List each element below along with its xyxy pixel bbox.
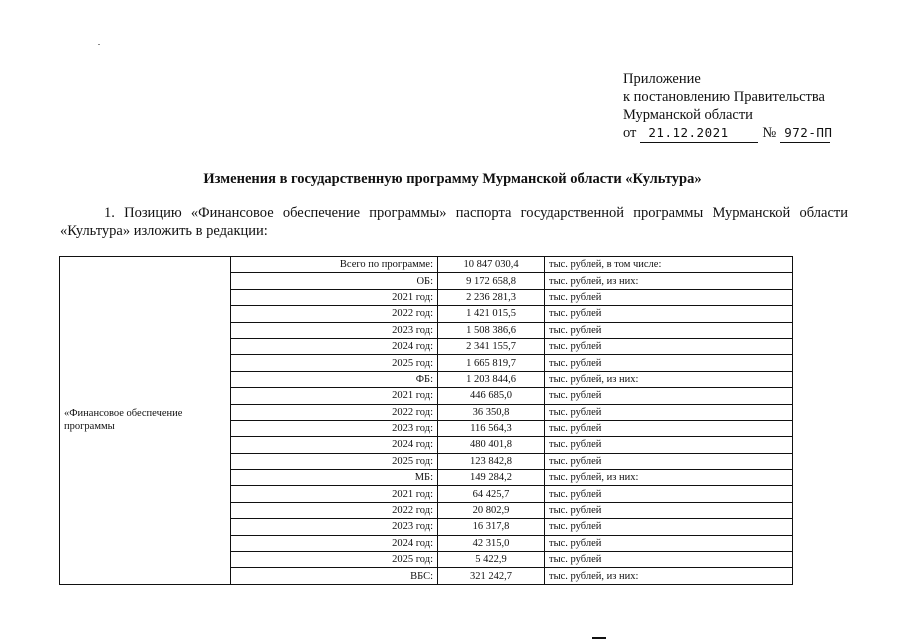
category-cell: 2024 год: [231,535,438,551]
unit-cell: тыс. рублей, в том числе: [545,257,793,273]
amount-cell: 10 847 030,4 [438,257,545,273]
unit-cell: тыс. рублей [545,322,793,338]
category-cell: 2024 год: [231,437,438,453]
table-row [60,257,793,273]
category-cell: МБ: [231,470,438,486]
amount-cell: 123 842,8 [438,453,545,469]
unit-cell: тыс. рублей [545,355,793,371]
unit-cell: тыс. рублей [545,552,793,568]
appendix-line-2: к постановлению Правительства [623,89,825,105]
page-edge-mark [592,637,606,639]
unit-cell: тыс. рублей, из них: [545,371,793,387]
unit-cell: тыс. рублей [545,437,793,453]
scan-speck [98,44,100,45]
amount-cell: 5 422,9 [438,552,545,568]
amount-cell: 321 242,7 [438,568,545,584]
date-prefix: от [623,125,637,141]
category-cell: Всего по программе: [231,257,438,273]
category-cell: 2022 год: [231,306,438,322]
decree-date: 21.12.2021 [640,124,758,143]
category-cell: 2021 год: [231,388,438,404]
unit-cell: тыс. рублей [545,519,793,535]
category-cell: 2025 год: [231,355,438,371]
instruction-paragraph: 1. Позицию «Финансовое обеспечение программы» паспорта государственной программы Мурманской области «Культура» изложить в редакции: [60,205,848,239]
unit-cell: тыс. рублей [545,289,793,305]
decree-number: 972-ПП [780,124,830,143]
unit-cell: тыс. рублей [545,535,793,551]
category-cell: 2022 год: [231,502,438,518]
unit-cell: тыс. рублей [545,306,793,322]
appendix-line-3: Мурманской области [623,107,753,123]
appendix-line-1: Приложение [623,71,701,87]
unit-cell: тыс. рублей [545,453,793,469]
category-cell: ВБС: [231,568,438,584]
unit-cell: тыс. рублей, из них: [545,470,793,486]
amount-cell: 1 508 386,6 [438,322,545,338]
category-cell: 2024 год: [231,338,438,354]
document-title: Изменения в государственную программу Мурманской области «Культура» [203,171,702,187]
amount-cell: 42 315,0 [438,535,545,551]
unit-cell: тыс. рублей, из них: [545,568,793,584]
amount-cell: 2 341 155,7 [438,338,545,354]
amount-cell: 2 236 281,3 [438,289,545,305]
amount-cell: 480 401,8 [438,437,545,453]
category-cell: 2021 год: [231,486,438,502]
amount-cell: 1 203 844,6 [438,371,545,387]
unit-cell: тыс. рублей [545,388,793,404]
category-cell: 2022 год: [231,404,438,420]
amount-cell: 1 421 015,5 [438,306,545,322]
amount-cell: 16 317,8 [438,519,545,535]
category-cell: 2023 год: [231,519,438,535]
amount-cell: 9 172 658,8 [438,273,545,289]
amount-cell: 1 665 819,7 [438,355,545,371]
amount-cell: 116 564,3 [438,420,545,436]
amount-cell: 20 802,9 [438,502,545,518]
financing-table-body [60,257,793,585]
appendix-date-row [623,124,833,143]
unit-cell: тыс. рублей [545,404,793,420]
unit-cell: тыс. рублей [545,420,793,436]
category-cell: ОБ: [231,273,438,289]
unit-cell: тыс. рублей [545,486,793,502]
unit-cell: тыс. рублей [545,338,793,354]
amount-cell: 64 425,7 [438,486,545,502]
unit-cell: тыс. рублей, из них: [545,273,793,289]
amount-cell: 36 350,8 [438,404,545,420]
category-cell: 2021 год: [231,289,438,305]
amount-cell: 149 284,2 [438,470,545,486]
amount-cell: 446 685,0 [438,388,545,404]
appendix-block [623,70,833,143]
unit-cell: тыс. рублей [545,502,793,518]
position-label: «Финансовое обеспечение программы [60,257,231,585]
financing-table [59,256,793,585]
category-cell: 2025 год: [231,453,438,469]
category-cell: 2023 год: [231,420,438,436]
category-cell: 2025 год: [231,552,438,568]
category-cell: 2023 год: [231,322,438,338]
category-cell: ФБ: [231,371,438,387]
number-prefix: № [762,125,777,141]
